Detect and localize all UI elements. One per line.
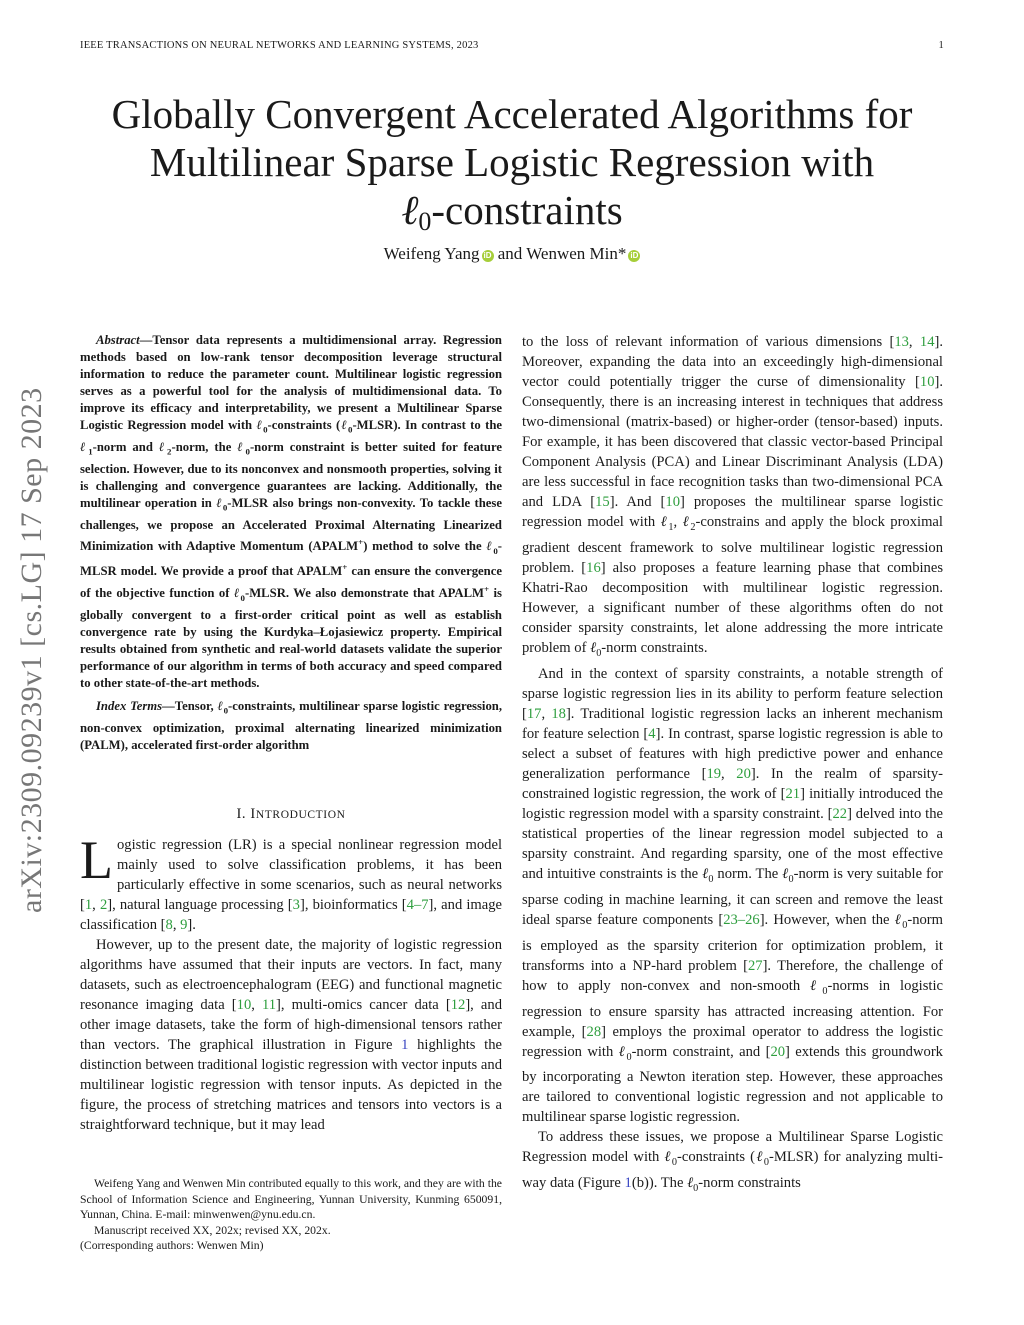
body-paragraph: To address these issues, we propose a Multilinear Sparse Logistic Regression model with ℓ$_0$-constraints (ℓ$_0$-MLSR) for analyzing multi-way data (Figure 1(b)). The ℓ$_0$-norm constraints xyxy=(522,1129,943,1195)
citation-link[interactable]: 20 xyxy=(736,765,751,782)
footnote-manuscript: Manuscript received XX, 202x; revised XX, 202x. xyxy=(94,1223,331,1237)
citation-link[interactable]: 15 xyxy=(595,494,610,510)
citation-link[interactable]: 10 xyxy=(236,996,252,1013)
title-line-1: Globally Convergent Accelerated Algorithms for xyxy=(111,91,913,137)
citation-link[interactable]: 10 xyxy=(665,494,680,510)
citation-link[interactable]: 2 xyxy=(99,896,108,913)
author-line xyxy=(0,244,1024,264)
author-connector: and xyxy=(497,244,523,263)
intro-paragraph-2: However, up to the present date, the majority of logistic regression algorithms have assumed that their inputs are vectors. In fact, many datasets, such as electroencephalogram (EEG) and functional magnetic resonance imaging data [10, 11], multi-omics cancer data [12], and other image datasets, take the form of high-dimensional tensors rather than vectors. The graphical illustration in Figure 1 highlights the distinction between traditional logistic regression with vector inputs and multilinear logistic regression with tensor inputs. As depicted in the figure, the process of stretching matrices and tensors into vectors is a straightforward technique, but it may lead xyxy=(80,936,502,1133)
intro-paragraph-1: Logistic regression (LR) is a special nonlinear regression model mainly used to solve classification problems, it has been particularly effective in some scenarios, such as neural networks [1, 2], natural language processing [3], bioinformatics [4–7], and image classification [8, 9]. xyxy=(80,829,503,933)
citation-link[interactable]: 17 xyxy=(526,705,542,722)
page-number: 1 xyxy=(938,40,944,51)
abstract-label: Abstract— xyxy=(96,333,153,347)
journal-name: IEEE TRANSACTIONS ON NEURAL NETWORKS AND LEARNING SYSTEMS, 2023 xyxy=(80,40,479,51)
citation-link[interactable]: 1 xyxy=(84,896,93,913)
citation-link[interactable]: 16 xyxy=(586,559,601,576)
figure-link[interactable]: 1 xyxy=(401,1036,409,1053)
citation-link[interactable]: 13 xyxy=(894,334,909,350)
citation-link[interactable]: 28 xyxy=(586,1023,602,1040)
figure-link[interactable]: 1 xyxy=(624,1175,632,1192)
body-paragraph: to the loss of relevant information of various dimensions [13, 14]. Moreover, expanding the data into an exceedingly high-dimensional vector could potentially trigger the curse of dimensionality [10]. Consequently, there is an increasing interest in techniques that address two-dimensional (matrix-based) or higher-order (tensor-based) inputs. For example, it has been discovered that classic vector-based Principal Component Analysis (PCA) and Linear Discriminant Analysis (LDA) are less successful in face recognition tasks than two-dimensional PCA and LDA [15]. And [10] proposes the multilinear sparse logistic regression model with ℓ$_1$, ℓ$_2$-constrains and apply the block proximal gradient descent framework to solve multilinear logistic regression problem. [16] also proposes a feature learning phase that combines Khatri-Rao decomposition with multilinear logistic regression. However, a significant number of these algorithms often do not consider sparsity constraints, let alone addressing the more intricate problem of ℓ$_0$-norm constraints. xyxy=(522,334,944,659)
citation-link[interactable]: 9 xyxy=(180,916,188,933)
citation-link[interactable]: 4 xyxy=(648,725,656,742)
title-line-2: Multilinear Sparse Logistic Regression with xyxy=(149,139,875,185)
abstract xyxy=(80,332,502,754)
citation-link[interactable]: 23–26 xyxy=(723,911,760,928)
author-2: Wenwen Min* xyxy=(526,244,627,263)
dropcap-letter: L xyxy=(80,829,113,890)
citation-link[interactable]: 22 xyxy=(832,805,848,822)
body-paragraph: And in the context of sparsity constraints, a notable strength of sparse logistic regression lies in its ability to perform feature selection [17, 18]. Traditional logistic regression lacks an inherent mechanism for feature selection [4]. In contrast, sparse logistic regression is able to select a subset of features with high predictive power and enhance generalization performance [19, 20]. In the realm of sparsity-constrained logistic regression, the work of [21] initially introduced the logistic regression model with a sparsity constraint. [22] delved into the statistical properties of the linear regression model subjected to a sparsity constraint. And regarding sparsity, one of the most effective and intuitive constraints is the ℓ$_0$ norm. The ℓ$_0$-norm is very suitable for sparse coding in machine learning, it can screen and remove the least ideal sparse feature components [23–26]. However, when the ℓ$_0$-norm is employed as the sparsity criterion for optimization problem, it transforms into a NP-hard problem [27]. Therefore, the challenge of how to apply non-convex and non-smooth ℓ$_0$-norms in logistic regression to ensure sparsity has attracted increasing attention. For example, [28] employs the proximal operator to address the logistic regression with ℓ$_0$-norm constraint, and [20] extends this groundwork by incorporating a Newton iteration step. However, these approaches are tailored to conventional logistic regression and not applicable to multilinear sparse logistic regression. xyxy=(522,665,944,1126)
right-column xyxy=(522,332,943,1199)
citation-link[interactable]: 19 xyxy=(706,765,722,782)
abstract-paragraph: Abstract—Tensor data represents a multidimensional array. Regression methods based on low-rank tensor decomposition leverage structural information to reduce the parameter count. Multilinear logistic regression serves as a powerful tool for the analysis of multidimensional data. To improve its efficacy and interpretability, we present a Multilinear Sparse Logistic Regression model with ℓ$_0$-constraints (ℓ$_0$-MLSR). In contrast to the ℓ$_1$-norm and ℓ$_2$-norm, the ℓ$_0$-norm constraint is better suited for feature selection. However, due to its nonconvex and nonsmooth properties, solving it is challenging and convergence guarantees are lacking. Additionally, the multilinear operation in ℓ$_0$-MLSR also brings non-convexity. To tackle these challenges, we propose an Accelerated Proximal Alternating Linearized Minimization with Adaptive Momentum (APALM+) method to solve the ℓ$_0$-MLSR model. We provide a proof that APALM+ can ensure the convergence of the objective function of ℓ$_0$-MLSR. We also demonstrate that APALM+ is globally convergent to a first-order critical point as well as establish convergence rate by using the Kurdyka–Łojasiewicz property. Empirical results obtained from synthetic and real-world datasets validate the superior performance of our algorithm in terms of both accuracy and speed compared to other state-of-the-art methods. xyxy=(80,333,503,691)
running-header xyxy=(80,40,944,54)
citation-link[interactable]: 3 xyxy=(292,896,300,913)
citation-link[interactable]: 14 xyxy=(919,334,935,350)
arxiv-identifier: arXiv:2309.09239v1 [cs.LG] 17 Sep 2023 xyxy=(15,387,48,913)
index-terms: Index Terms—Tensor, ℓ$_0$-constraints, multilinear sparse logistic regression, non-convex optimization, proximal alternating linearized minimization (PALM), accelerated first-order algorithm xyxy=(80,699,503,752)
citation-link[interactable]: 11 xyxy=(261,996,277,1013)
index-terms-label: Index Terms— xyxy=(96,699,175,714)
citation-link[interactable]: 12 xyxy=(450,996,466,1013)
title-line-3: ℓ$_0$-constraints xyxy=(401,187,623,236)
footnote-affiliation: Weifeng Yang and Wenwen Min contributed equally to this work, and they are with the School of Information Science and Engineering, Yunnan University, Kunming 650091, Yunnan, China. E-mail: minwenwen@ynu.edu.cn. xyxy=(80,1177,502,1221)
section-heading-introduction: I. INTRODUCTION xyxy=(236,805,346,822)
citation-link[interactable]: 8 xyxy=(165,916,173,933)
citation-link[interactable]: 4–7 xyxy=(406,896,429,913)
citation-link[interactable]: 21 xyxy=(785,785,801,802)
citation-link[interactable]: 27 xyxy=(747,957,763,974)
orcid-icon[interactable]: iD xyxy=(630,251,639,260)
left-column xyxy=(80,332,502,1135)
paper-title xyxy=(60,90,964,234)
citation-link[interactable]: 18 xyxy=(551,705,566,722)
citation-link[interactable]: 10 xyxy=(919,374,935,390)
orcid-icon[interactable]: iD xyxy=(483,251,492,260)
footnote xyxy=(80,1176,502,1254)
citation-link[interactable]: 20 xyxy=(770,1043,786,1060)
footnote-corresponding: (Corresponding authors: Wenwen Min) xyxy=(80,1239,264,1252)
author-1: Weifeng Yang xyxy=(383,244,480,263)
